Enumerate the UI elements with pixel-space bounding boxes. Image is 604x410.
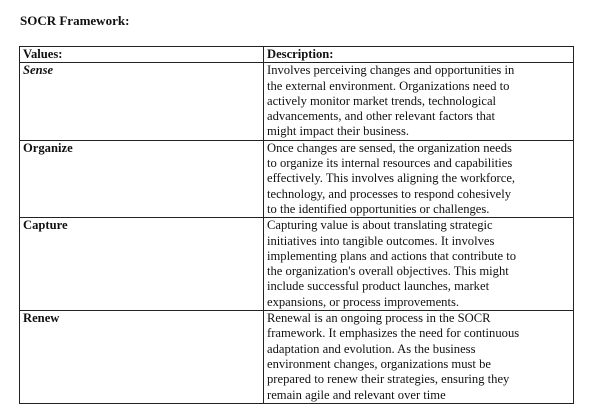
table-header-row: [20, 47, 574, 63]
description-line: advancements, and other relevant factors that: [267, 109, 495, 124]
description-cell: [264, 140, 574, 217]
description-cell: [264, 311, 574, 404]
description-line: Involves perceiving changes and opportunities in: [267, 63, 515, 78]
table-row: [20, 218, 574, 311]
description-line: remain agile and relevant over time: [267, 387, 446, 402]
description-line: might impact their business.: [267, 124, 410, 139]
description-line: include successful product launches, market: [267, 279, 490, 294]
document-title: SOCR Framework:: [20, 13, 130, 28]
description-line: Capturing value is about translating strategic: [267, 218, 493, 233]
value-cell: Renew: [20, 311, 264, 404]
description-line: effectively. This involves aligning the workforce,: [267, 171, 516, 186]
value-cell: Sense: [20, 63, 264, 140]
description-line: technology, and processes to respond cohesively: [267, 186, 511, 201]
description-line: environment changes, organizations must be: [267, 356, 491, 371]
description-line: to the identified opportunities or challenges.: [267, 201, 490, 216]
description-line: the external environment. Organizations need to: [267, 78, 510, 93]
header-values: Values:: [20, 47, 264, 63]
header-description: Description:: [264, 47, 574, 63]
description-line: to organize its internal resources and capabilities: [267, 156, 513, 171]
table-row: [20, 311, 574, 404]
description-cell: [264, 63, 574, 140]
description-cell: [264, 218, 574, 311]
value-cell: Capture: [20, 218, 264, 311]
value-cell: Organize: [20, 140, 264, 217]
description-line: prepared to renew their strategies, ensuring they: [267, 372, 510, 387]
table-row: [20, 140, 574, 217]
description-line: implementing plans and actions that contribute to: [267, 248, 517, 263]
description-line: the organization's overall objectives. This might: [267, 264, 509, 279]
description-line: initiatives into tangible outcomes. It involves: [267, 233, 495, 248]
description-line: expansions, or process improvements.: [267, 294, 460, 309]
description-line: adaptation and evolution. As the business: [267, 341, 476, 356]
description-line: Renewal is an ongoing process in the SOCR: [267, 311, 491, 326]
description-line: framework. It emphasizes the need for continuous: [267, 326, 520, 341]
description-line: actively monitor market trends, technological: [267, 93, 497, 108]
description-line: Once changes are sensed, the organization needs: [267, 140, 512, 155]
socr-table: [19, 46, 574, 404]
table-row: [20, 63, 574, 140]
